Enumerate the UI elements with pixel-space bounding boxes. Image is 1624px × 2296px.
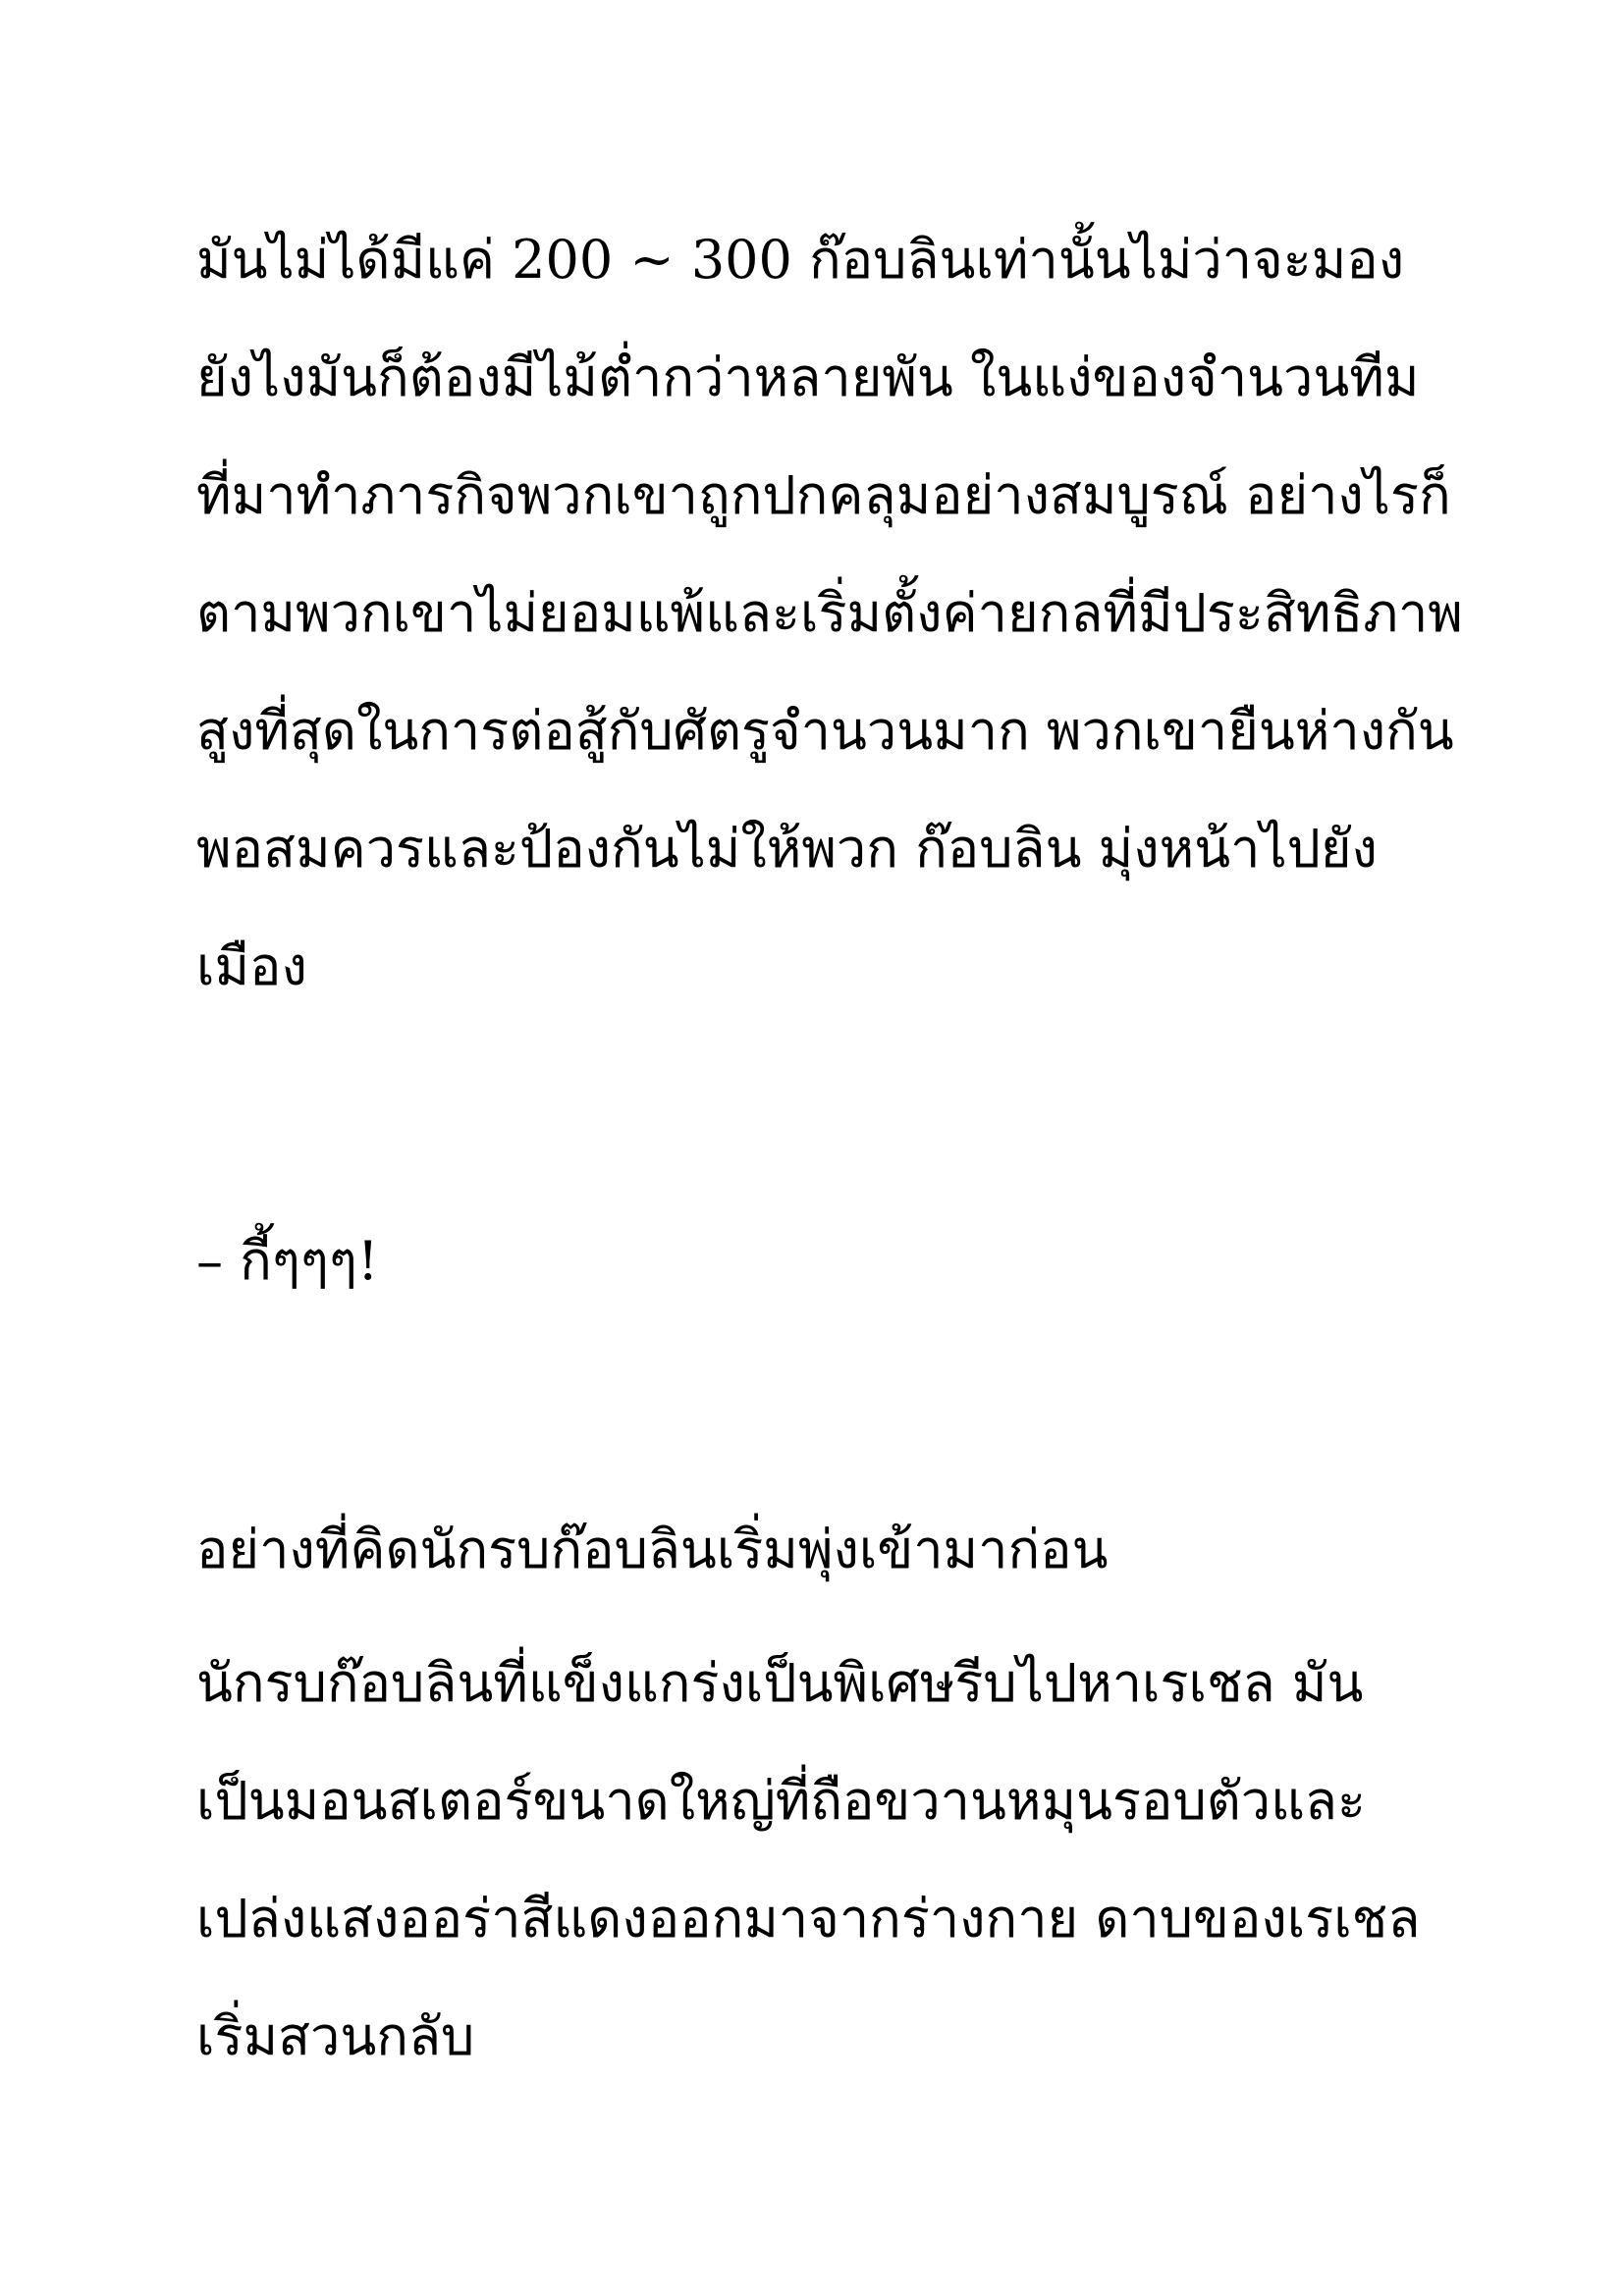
text-line: สูงที่สุดในการต่อสู้กับศัตรูจำนวนมาก พวกเขายืนห่างกัน bbox=[196, 700, 1454, 762]
text-line: พอสมควรและป้องกันไม่ให้พวก ก๊อบลิน มุ่งหน้าไปยัง bbox=[196, 818, 1378, 880]
exclamation-line: – กี้ๆๆๆ! bbox=[196, 1230, 379, 1292]
text-line: ยังไงมันก็ต้องมีไม้ต่ำกว่าหลายพัน ในแง่ของจำนวนทีม bbox=[196, 347, 1420, 408]
text-line: มันไม่ได้มีแค่ 200 ~ 300 ก๊อบลินเท่านั้นไม่ว่าจะมอง bbox=[196, 229, 1405, 291]
text-line: ตามพวกเขาไม่ยอมแพ้และเริ่มตั้งค่ายกลที่มีประสิทธิภาพ bbox=[196, 582, 1463, 644]
text-line: เริ่มสวนกลับ bbox=[196, 2005, 475, 2067]
text-line: นักรบก๊อบลินที่แข็งแกร่งเป็นพิเศษรีบไปหาเรเชล มัน bbox=[196, 1652, 1364, 1714]
text-line: ที่มาทำภารกิจพวกเขาถูกปกคลุมอย่างสมบูรณ์ อย่างไรก็ bbox=[196, 464, 1451, 526]
text-line: เมือง bbox=[196, 935, 307, 997]
text-line: อย่างที่คิดนักรบก๊อบลินเริ่มพุ่งเข้ามาก่อน bbox=[196, 1519, 1109, 1580]
text-line: เปล่งแสงออร่าสีแดงออกมาจากร่างกาย ดาบของเรเชล bbox=[196, 1888, 1421, 1949]
text-line: เป็นมอนสเตอร์ขนาดใหญ่ที่ถือขวานหมุนรอบตัวและ bbox=[196, 1770, 1367, 1832]
